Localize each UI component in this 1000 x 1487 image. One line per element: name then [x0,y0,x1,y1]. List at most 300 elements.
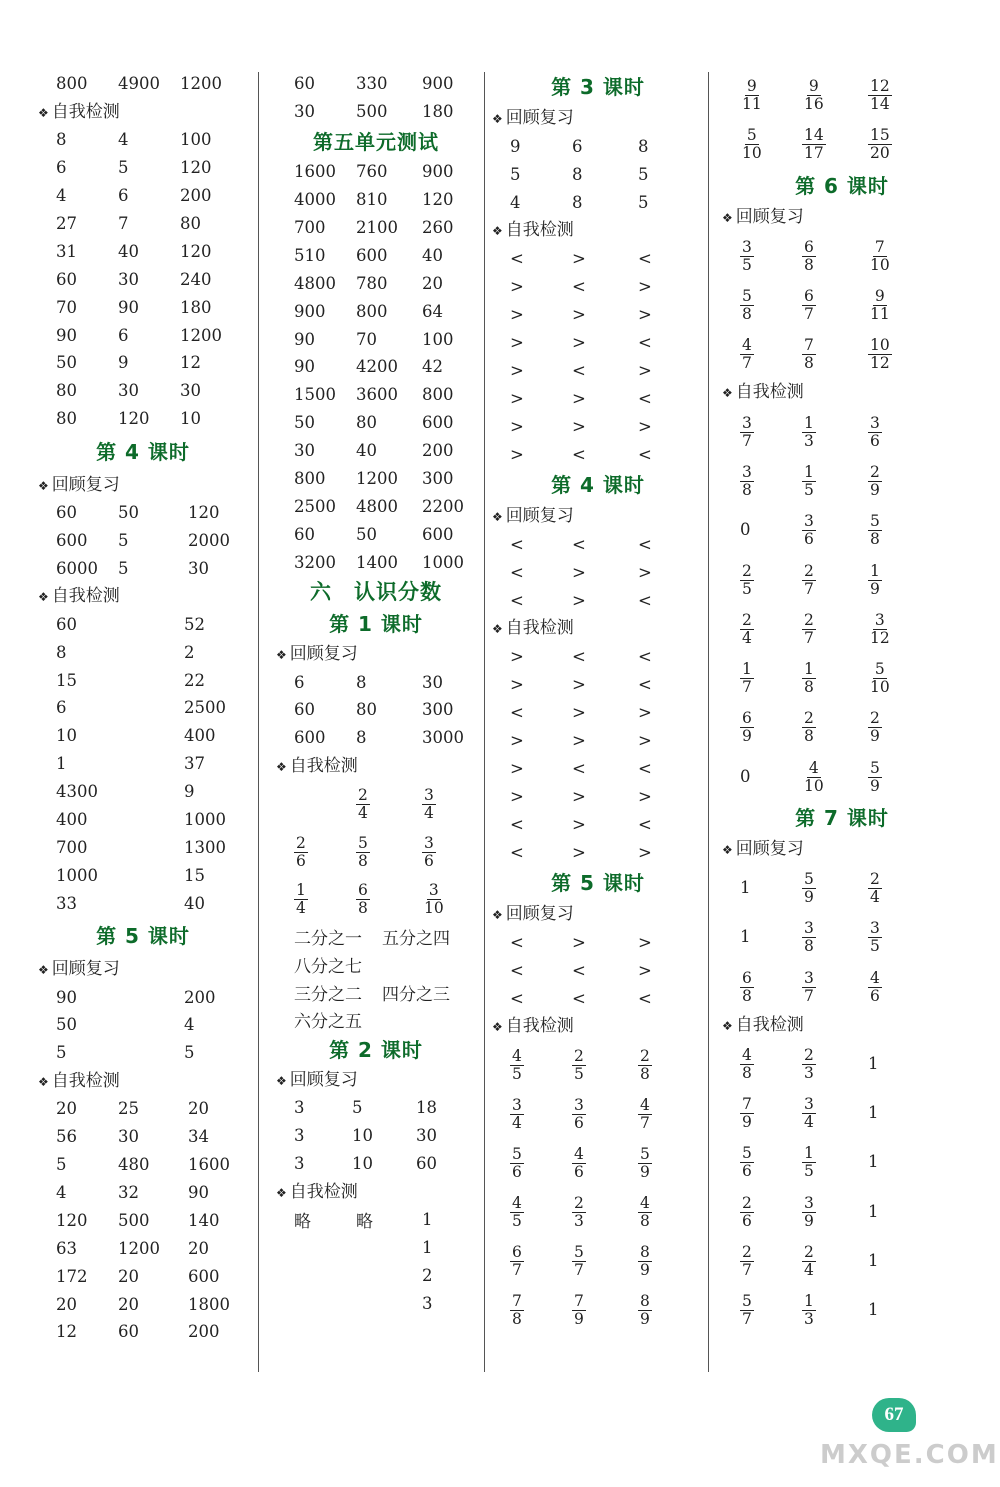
fraction-answer [802,1045,868,1082]
answer-value: 80 [180,214,201,233]
numerator: 3 [804,1095,814,1114]
denominator: 7 [804,628,814,647]
answer-value: 3 [294,1154,305,1174]
answer-row [38,889,248,917]
answer-value: 600 [356,245,388,265]
answer-row [722,280,962,329]
answer-row [492,1089,704,1138]
answer-row [722,329,962,378]
denominator: 8 [870,530,880,549]
answer-value: 90 [118,297,139,317]
answer-value: 700 [294,218,326,237]
answer-row [276,950,476,978]
denominator: 6 [870,986,880,1005]
fraction-answer [422,833,482,870]
diamond-bullet-icon: ❖ [492,1020,503,1034]
answer-value: 30 [188,558,209,578]
answer-value: 1600 [294,162,336,182]
numerator: 1 [742,660,752,679]
fraction-answer [868,918,928,955]
fraction-answer [802,286,868,323]
fraction-answer [510,1193,572,1230]
answer-value: < [638,988,652,1008]
fraction-answer [802,511,868,548]
numerator: 4 [574,1145,584,1163]
numerator: 3 [424,833,434,852]
subsection-label-text: 回顾复习 [289,644,358,665]
answer-value: 30 [118,381,139,401]
answer-row [276,98,476,126]
answer-row [722,406,962,455]
fraction-answer [740,125,802,162]
answer-value: 1000 [422,552,464,572]
answer-value: 2100 [356,218,398,237]
numerator: 3 [512,1096,522,1114]
subsection-label-text: 自我检测 [505,1016,574,1036]
answer-value: 30 [180,381,201,401]
denominator: 7 [512,1261,522,1279]
answer-value: > [638,276,652,296]
answer-value: 400 [184,726,216,746]
answer-value: 90 [294,329,315,349]
fraction-answer [802,610,868,647]
answer-value: < [510,988,524,1008]
answer-value: 1000 [56,865,98,885]
fraction-answer [740,1094,802,1131]
answer-value: > [510,304,524,324]
answer-value: 五分之四 [382,928,450,949]
answer-value: > [572,416,586,436]
fraction-answer [510,1144,572,1181]
numerator: 4 [870,968,880,987]
answer-value: 1 [422,1237,433,1257]
answer-row [492,956,704,984]
subsection-label [492,1012,704,1040]
numerator: 1 [296,881,306,900]
fraction-answer [802,1143,868,1180]
answer-value: 30 [416,1126,437,1146]
answer-row [276,158,476,186]
fraction-answer [868,125,928,162]
denominator: 5 [804,480,814,499]
denominator: 8 [358,899,368,918]
answer-row [38,1011,248,1039]
answer-row [38,349,248,377]
answer-value: < [510,932,524,952]
watermark: MXQE.COM [820,1440,999,1470]
subsection-label-text: 自我检测 [289,1181,358,1202]
answer-value: < [638,814,652,834]
section-heading: 第 2 课时 [329,1037,423,1062]
subsection-label-text: 回顾复习 [51,474,120,495]
answer-row [38,126,248,154]
answer-row [38,405,248,433]
answer-value: > [572,814,586,834]
section-heading: 六 认识分数 [310,580,442,605]
diamond-bullet-icon: ❖ [492,622,503,636]
answer-value: 50 [56,1015,77,1035]
answer-value: > [638,304,652,324]
denominator: 3 [574,1212,584,1230]
answer-value: 1200 [180,74,222,94]
denominator: 7 [742,431,752,450]
answer-row [38,861,248,889]
answer-row [276,214,476,242]
answer-row [276,780,476,828]
answer-value: 120 [180,158,212,178]
fraction-answer [868,237,928,274]
denominator: 6 [742,1211,752,1230]
denominator: 16 [804,95,824,114]
fraction-answer [510,1242,572,1279]
fraction-answer [802,237,868,274]
answer-value: 300 [422,700,454,720]
answer-value: 780 [356,273,388,293]
diamond-bullet-icon: ❖ [38,1074,49,1089]
denominator: 5 [512,1065,522,1083]
answer-value: > [638,960,652,980]
fraction-answer [740,659,802,696]
answer-row [722,1236,962,1285]
answer-value: 60 [416,1154,437,1174]
numerator: 2 [870,870,880,888]
denominator: 8 [742,986,752,1005]
denominator: 8 [358,851,368,870]
answer-value: 330 [356,74,388,94]
answer-value: 90 [56,325,77,345]
answer-value: 4800 [294,273,336,293]
denominator: 7 [574,1261,584,1279]
numerator: 5 [742,287,752,306]
answer-row [722,505,962,554]
answer-value: > [510,646,524,666]
answer-value: 5 [184,1043,195,1063]
diamond-bullet-icon: ❖ [276,759,287,774]
answer-value: 180 [422,102,454,122]
diamond-bullet-icon: ❖ [722,842,733,857]
numerator: 2 [742,610,752,629]
answer-row [276,1261,476,1289]
numerator: 5 [746,126,757,145]
numerator: 7 [804,336,814,355]
answer-value: 三分之二 [294,984,362,1005]
answer-value: 800 [56,74,88,94]
subsection-label-text: 自我检测 [51,586,120,607]
subsection-label [492,216,704,244]
answer-value: 4 [510,192,521,212]
answer-value: 80 [356,413,377,433]
answer-column-4 [722,70,962,1335]
answer-value: 25 [118,1099,139,1119]
answer-row [276,520,476,548]
answer-row [38,377,248,405]
numerator: 2 [574,1194,584,1212]
denominator: 8 [804,678,814,697]
answer-value: 1 [868,1053,879,1073]
denominator: 9 [870,480,880,499]
answer-value: 6 [118,325,129,345]
numerator: 3 [804,512,814,531]
answer-row [492,698,704,726]
answer-value: < [638,674,652,694]
answer-value: > [638,562,652,582]
answer-row [38,265,248,293]
answer-value: 15 [56,670,77,690]
answer-row [38,638,248,666]
subsection-label-text: 回顾复习 [505,108,574,128]
subsection-label-text: 自我检测 [505,618,574,638]
answer-value: 30 [118,1127,139,1147]
denominator: 3 [804,431,814,450]
answer-value: 600 [294,728,326,748]
denominator: 9 [742,727,752,746]
answer-row [38,778,248,806]
numerator: 3 [742,237,752,256]
fraction-answer [740,237,802,274]
answer-row [276,1094,476,1122]
answer-row [38,666,248,694]
subsection-label [492,104,704,132]
diamond-bullet-icon: ❖ [492,112,503,126]
denominator: 9 [640,1310,650,1328]
answer-value: > [510,444,524,464]
fraction-answer [638,1144,698,1181]
answer-row [492,810,704,838]
fraction-answer [802,1291,868,1328]
answer-row [722,70,962,119]
denominator: 9 [574,1310,584,1328]
answer-value: > [638,932,652,952]
answer-value: 60 [294,524,315,544]
subsection-label [276,1178,476,1206]
answer-value: 2500 [294,496,336,516]
answer-row [38,1290,248,1318]
fraction-answer [422,880,482,917]
answer-row [722,702,962,751]
denominator: 10 [742,144,762,163]
denominator: 9 [804,1211,814,1230]
fraction-answer [802,561,868,598]
fraction-answer [802,125,868,162]
fraction-answer [740,286,802,323]
answer-value: 12 [56,1322,77,1342]
answer-value: 4300 [56,782,98,802]
numerator: 3 [574,1096,584,1114]
numerator: 3 [742,462,752,481]
answer-value: < [572,758,586,778]
fraction-answer [740,335,802,372]
denominator: 4 [804,1261,814,1280]
fraction-answer [802,76,868,113]
answer-value: 50 [294,413,315,433]
fraction-answer [638,1046,698,1083]
diamond-bullet-icon: ❖ [38,105,49,120]
fraction-answer [422,785,482,822]
answer-row [492,782,704,810]
section-heading: 第 4 课时 [551,473,645,497]
numerator: 8 [640,1243,650,1261]
answer-value: 80 [56,381,77,401]
answer-value: 二分之一 [294,928,362,949]
answer-value: > [572,702,586,722]
subsection-label [492,614,704,642]
answer-row [276,409,476,437]
answer-row [492,328,704,356]
numerator: 1 [804,413,814,432]
subsection-label-text: 自我检测 [289,755,358,776]
answer-value: 3000 [422,728,464,748]
answer-value: 6 [56,698,67,718]
denominator: 5 [742,579,752,598]
answer-row [722,752,962,801]
fraction-answer [802,462,868,499]
numerator: 7 [742,1095,752,1114]
answer-row [722,961,962,1010]
answer-value: 60 [56,269,77,289]
answer-value: < [572,988,586,1008]
answer-value: 7 [118,214,129,233]
answer-value: 8 [56,642,67,662]
denominator: 11 [870,305,890,324]
answer-value: 90 [188,1182,209,1202]
answer-value: 六分之五 [294,1012,362,1033]
subsection-label [722,203,962,231]
answer-value: > [638,360,652,380]
answer-value: 200 [180,186,212,206]
answer-value: 80 [356,700,377,720]
fraction-answer [868,286,928,323]
answer-row [492,558,704,586]
answer-row [276,297,476,325]
subsection-label [722,378,962,406]
answer-value: > [572,304,586,324]
answer-value: 4200 [356,357,398,377]
answer-row [492,300,704,328]
subsection-label-text: 自我检测 [735,382,804,403]
answer-value: 20 [118,1266,139,1286]
fraction-answer [802,1094,868,1131]
subsection-label [276,640,476,668]
answer-value: 1 [422,1209,433,1229]
subsection-label-text: 回顾复习 [289,1069,358,1090]
numerator: 6 [358,881,368,900]
answer-value: 240 [180,269,212,289]
denominator: 9 [870,776,880,795]
answer-row [722,653,962,702]
answer-value: 4800 [356,496,398,516]
numerator: 2 [296,833,306,852]
answer-value: 8 [356,728,367,748]
numerator: 3 [428,881,439,900]
answer-value: 20 [188,1238,209,1258]
answer-row [276,492,476,520]
denominator: 7 [742,678,752,697]
denominator: 7 [804,305,814,324]
denominator: 9 [640,1163,650,1181]
answer-row [276,696,476,724]
answer-row [276,827,476,875]
numerator: 5 [804,870,814,888]
answer-value: 42 [422,357,443,377]
answer-value: 略 [356,1211,373,1232]
subsection-label [722,835,962,863]
numerator: 2 [742,1193,752,1212]
answer-value: 1300 [184,837,226,857]
fraction-answer [740,708,802,745]
answer-row [722,231,962,280]
numerator: 3 [874,610,885,629]
answer-value: 6000 [56,558,98,578]
numerator: 5 [870,758,880,777]
column-divider [708,72,709,1372]
denominator: 3 [804,1310,814,1329]
numerator: 9 [808,77,819,96]
answer-row [276,548,476,576]
answer-value: 10 [352,1154,373,1174]
answer-value: 700 [56,837,88,857]
answer-value: 32 [118,1182,139,1202]
answer-value: 3600 [356,385,398,405]
answer-row [492,1236,704,1285]
answer-value: 10 [180,409,201,429]
answer-value: 0 [740,766,751,786]
answer-value: 5 [510,164,521,184]
answer-row [276,186,476,214]
answer-value: 1000 [184,810,226,830]
answer-value: 480 [118,1155,150,1175]
fraction-answer [740,1045,802,1082]
answer-value: 50 [56,353,77,373]
fraction-answer [868,76,928,113]
denominator: 17 [804,144,824,163]
answer-value: < [510,960,524,980]
answer-value: > [572,562,586,582]
fraction-answer [638,1193,698,1230]
denominator: 8 [512,1310,522,1328]
numerator: 4 [640,1096,650,1114]
numerator: 2 [804,1243,814,1262]
answer-row [492,1138,704,1187]
fraction-answer [356,785,422,822]
answer-row [38,1234,248,1262]
fraction-answer [868,511,928,548]
answer-value: 60 [118,1322,139,1342]
answer-row [722,912,962,961]
denominator: 7 [640,1114,650,1132]
denominator: 5 [574,1065,584,1083]
answer-value: > [572,388,586,408]
answer-value: 33 [56,893,77,913]
numerator: 1 [804,1144,814,1163]
answer-value: 5 [638,192,649,212]
subsection-label-text: 回顾复习 [51,959,120,980]
answer-value: 略 [294,1211,311,1232]
answer-value: > [638,702,652,722]
answer-value: 1 [56,754,67,774]
section-heading: 第 5 课时 [96,924,190,949]
numerator: 6 [512,1243,522,1261]
fraction-answer [802,1242,868,1279]
answer-value: 100 [180,130,212,150]
numerator: 2 [358,786,368,805]
denominator: 4 [512,1114,522,1132]
answer-value: < [572,360,586,380]
answer-value: > [572,674,586,694]
answer-value: < [638,388,652,408]
answer-value: > [510,332,524,352]
answer-value: 30 [422,672,443,692]
answer-row [38,499,248,527]
